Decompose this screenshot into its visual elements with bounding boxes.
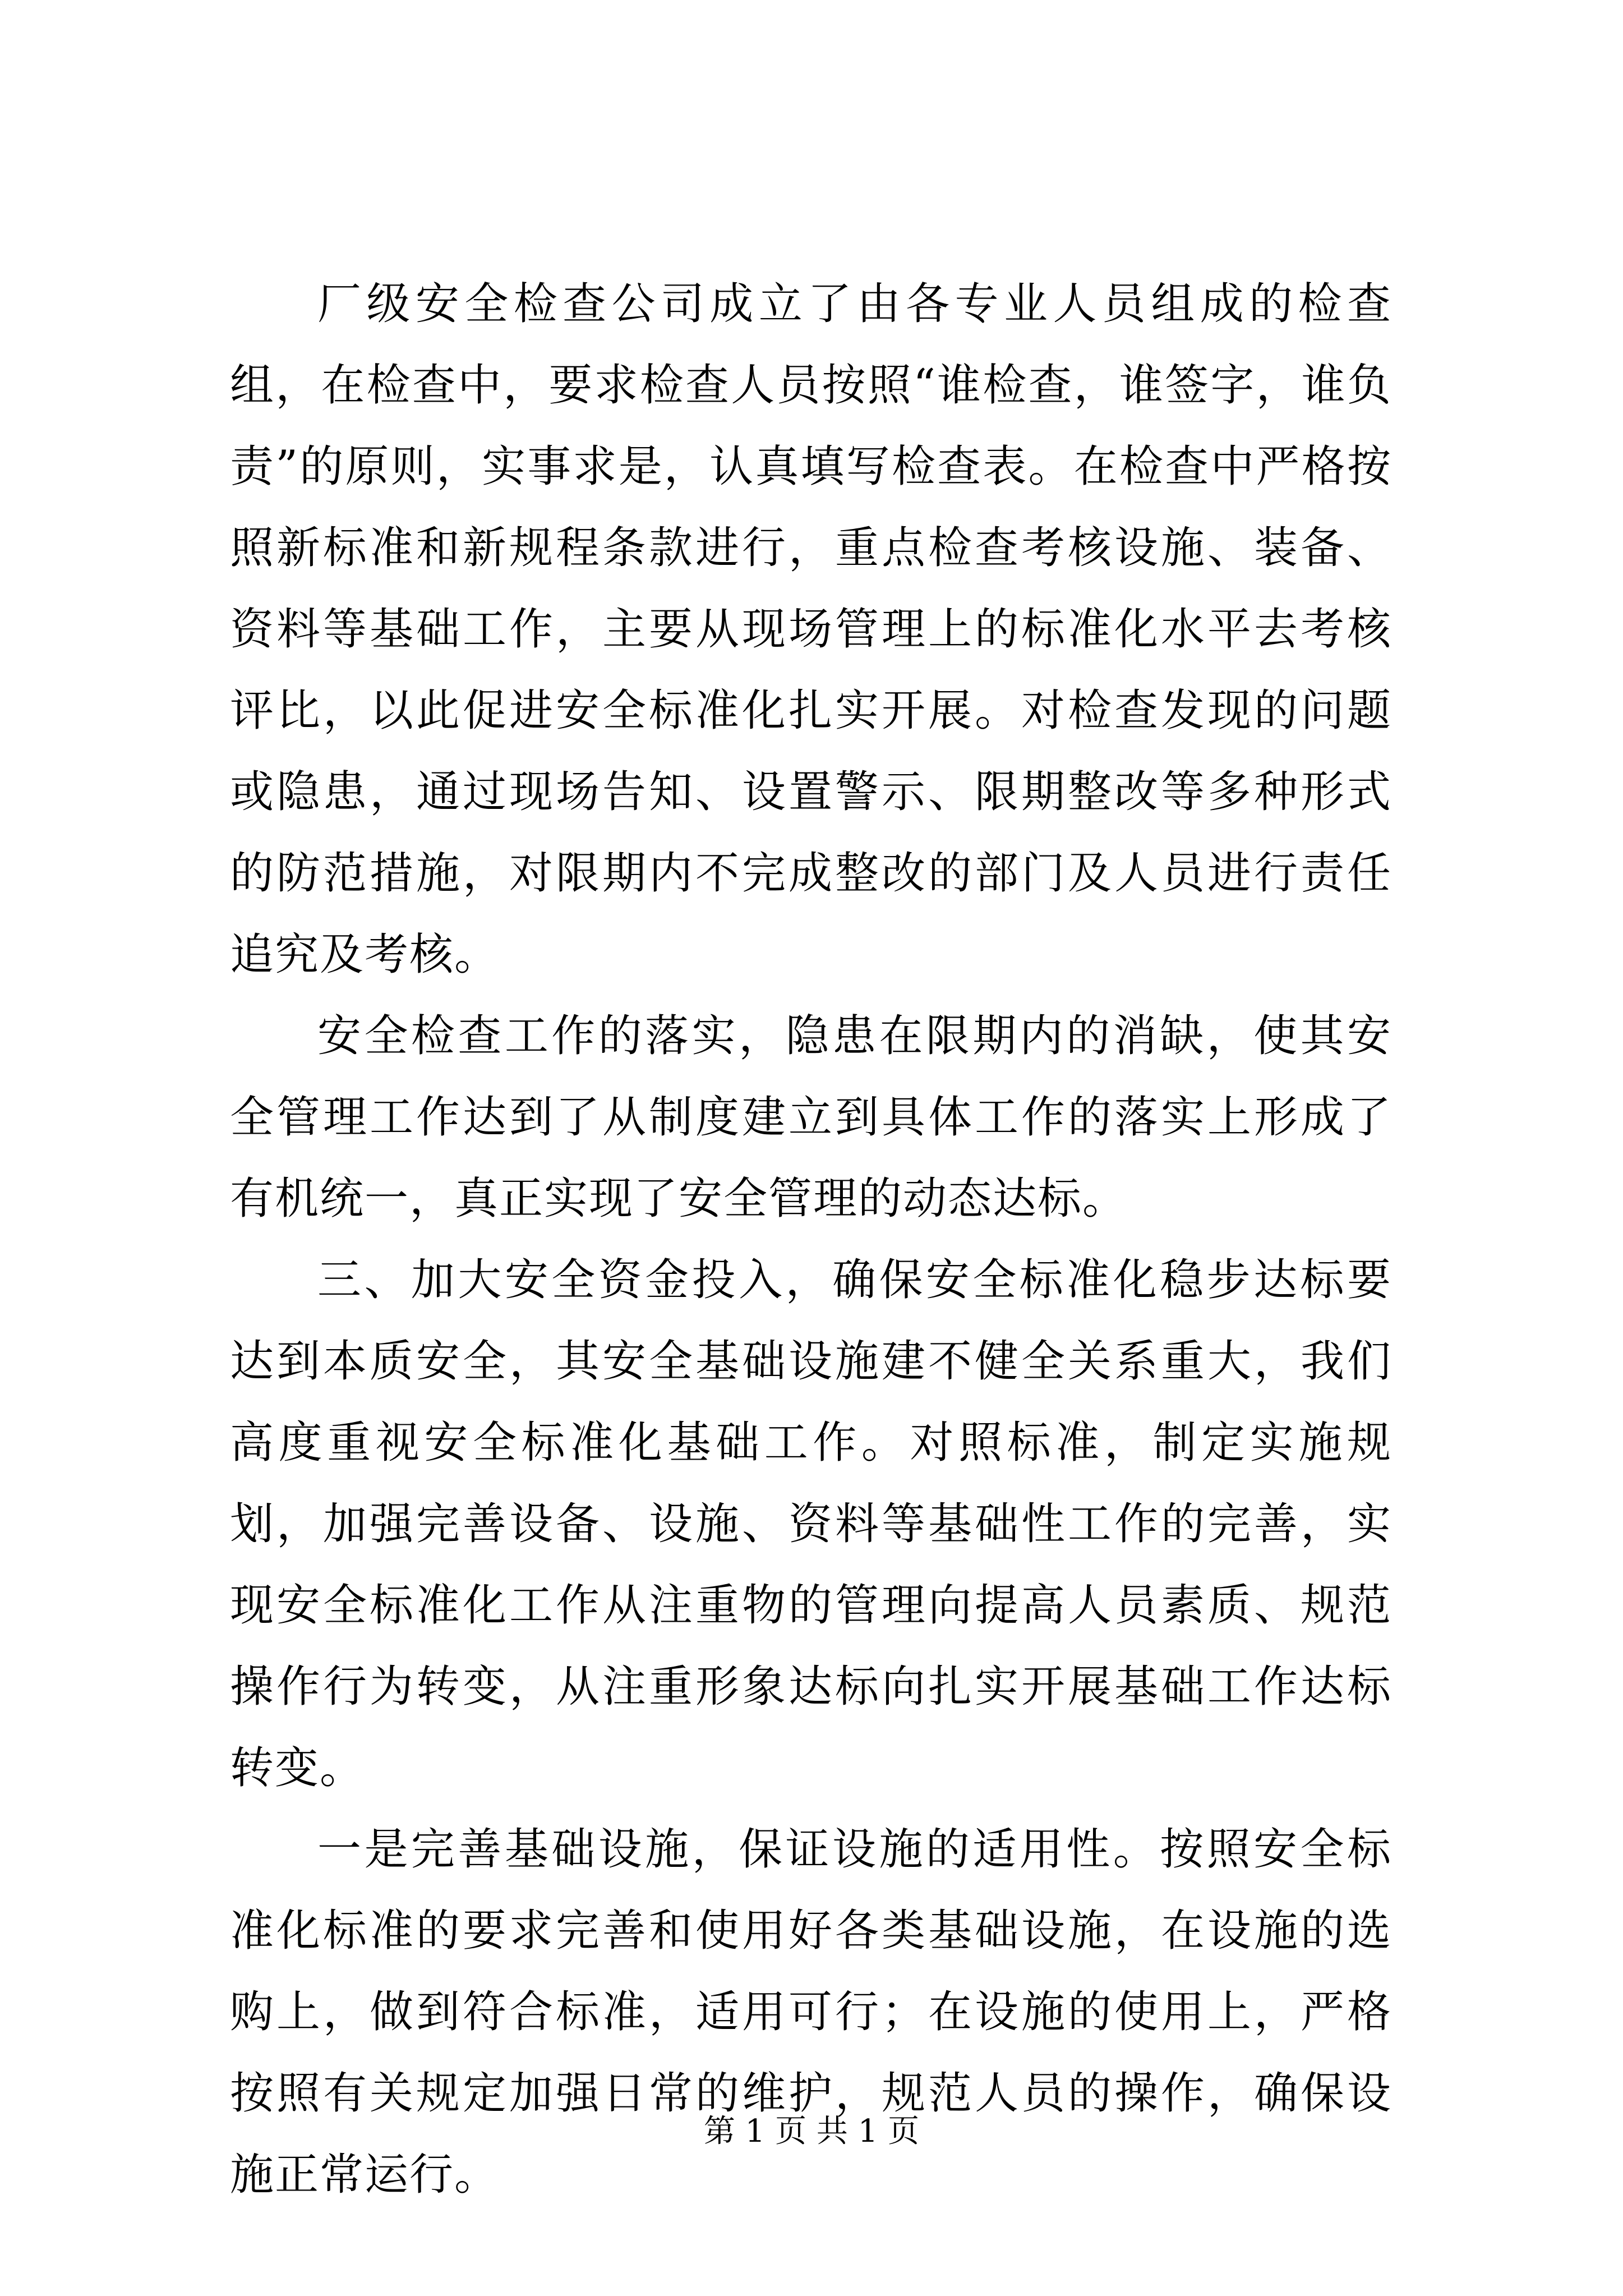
document-body — [230, 264, 1392, 2216]
paragraph-investment: 三、加大安全资金投入，确保安全标准化稳步达标要达到本质安全，其安全基础设施建不健全关系重大，我们高度重视安全标准化基础工作。对照标准，制定实施规划，加强完善设备、设施、资料等基础性工作的完善，实现安全标准化工作从注重物的管理向提高人员素质、规范操作行为转变，从注重形象达标向扎实开展基础工作达标转变。 — [230, 1255, 1392, 1793]
paragraph-infrastructure: 一是完善基础设施，保证设施的适用性。按照安全标准化标准的要求完善和使用好各类基础设施，在设施的选购上，做到符合标准，适用可行；在设施的使用上，严格按照有关规定加强日常的维护，规范人员的操作，确保设施正常运行。 — [230, 1824, 1392, 2200]
paragraph-inspection: 厂级安全检查公司成立了由各专业人员组成的检查组，在检查中，要求检查人员按照“谁检查，谁签字，谁负责”的原则，实事求是，认真填写检查表。在检查中严格按照新标准和新规程条款进行，重点检查考核设施、装备、资料等基础工作，主要从现场管理上的标准化水平去考核评比，以此促进安全标准化扎实开展。对检查发现的问题或隐患，通过现场告知、设置警示、限期整改等多种形式的防范措施，对限期内不完成整改的部门及人员进行责任追究及考核。 — [230, 279, 1392, 980]
paragraph-implementation: 安全检查工作的落实，隐患在限期内的消缺，使其安全管理工作达到了从制度建立到具体工作的落实上形成了有机统一，真正实现了安全管理的动态达标。 — [230, 1011, 1392, 1224]
page-number-footer: 第 1 页 共 1 页 — [703, 2113, 920, 2150]
